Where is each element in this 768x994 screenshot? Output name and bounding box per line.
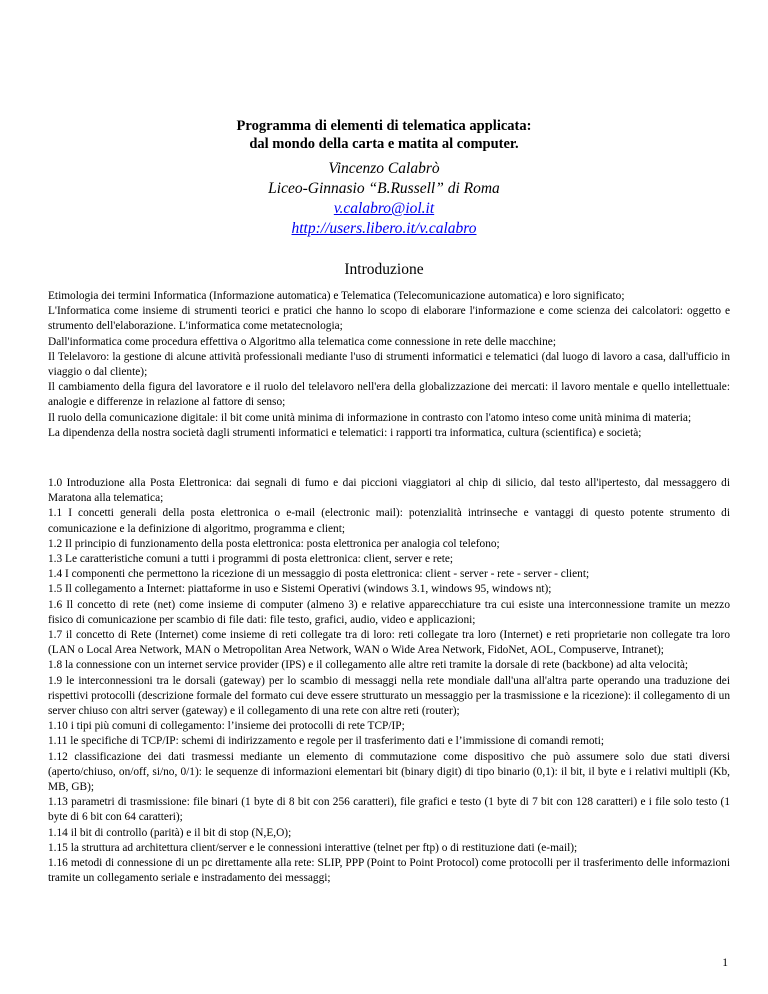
program-item: 1.4 I componenti che permettono la ricezione di un messaggio di posta elettronica: client - server - rete - server - client; [48,568,590,581]
document-title [0,117,768,153]
website-link[interactable]: http://users.libero.it/v.calabro [291,220,477,237]
author-name: Vincenzo Calabrò [328,160,440,177]
title-line-1: Programma di elementi di telematica applicata: [236,118,532,134]
intro-paragraph: Etimologia dei termini Informatica (Informazione automatica) e Telematica (Telecomunicazione automatica) e loro significato; [48,290,625,302]
program-item: 1.9 le interconnessioni tra le dorsali (gateway) per lo scambio di messaggi nella rete mondiale dall'una all'altra parte operando una traduzione dei rispettivi protocolli (descrizione formale del formato cui deve essere strutturato un messaggio per la trasmissione e la ricezione): il collegamento di un server chiuso con altri server (gateway) e il collegamento di una rete con altre reti (router); [48,674,730,718]
intro-paragraph: Dall'informatica come procedura effettiva o Algoritmo alla telematica come connessione in rete delle macchine; [48,335,556,348]
program-item: 1.11 le specifiche di TCP/IP: schemi di indirizzamento e regole per il trasferimento dati e l’immissione di comandi remoti; [48,735,605,748]
intro-paragraph: La dipendenza della nostra società dagli strumenti informatici e telematici: i rapporti tra informatica, cultura (scientifica) e società; [48,426,642,439]
program-item: 1.15 la struttura ad architettura client/server e le connessioni interattive (telnet per ftp) o di restituzione dati (e-mail); [48,841,578,854]
program-item: 1.6 Il concetto di rete (net) come insieme di computer (almeno 3) e relative apparecchiature tra cui esiste una interconnessione tramite un mezzo fisico di comunicazione per scambio di file dati: file testo, grafici, audio, video e applicazioni; [48,598,730,626]
program-item: 1.12 classificazione dei dati trasmessi mediante un elemento di commutazione come dispositivo che può assumere solo due stati diversi (aperto/chiuso, on/off, si/no, 0/1): le sequenze di informazioni elementari bit (binary digit) di tipo binario (0,1): il bit, il byte e i relativi multipli (Kb, MB, GB); [48,750,730,794]
program-item: 1.8 la connessione con un internet service provider (IPS) e il collegamento alle altre reti tramite la dorsale di rete (backbone) ad alta velocità; [48,659,689,672]
program-item: 1.14 il bit di controllo (parità) e il bit di stop (N,E,O); [48,826,292,839]
program-section [48,476,730,886]
program-item: 1.1 I concetti generali della posta elettronica o e-mail (electronic mail): potenzialità intrinseche e vantaggi di questo potente strumento di comunicazione e la definizione di algoritmo, programma e client; [48,507,730,535]
program-item: 1.10 i tipi più comuni di collegamento: l’insieme dei protocolli di rete TCP/IP; [48,720,405,733]
program-item: 1.16 metodi di connessione di un pc direttamente alla rete: SLIP, PPP (Point to Point Protocol) come protocolli per il trasferimento delle informazioni tramite un collegamento seriale e instradamento dei messaggi; [48,857,730,885]
program-item: 1.3 Le caratteristiche comuni a tutti i programmi di posta elettronica: client, server e rete; [48,553,454,566]
school-name: Liceo-Ginnasio “B.Russell” di Roma [268,180,500,197]
intro-paragraph: Il ruolo della comunicazione digitale: il bit come unità minima di informazione in contrasto con l'atomo inteso come unità minima di materia; [48,411,692,424]
intro-paragraph: Il cambiamento della figura del lavoratore e il ruolo del telelavoro nell'era della globalizzazione dei mercati: il lavoro mentale e quello intellettuale: analogie e differenze in relazione al fattore di senso; [48,381,730,409]
program-item: 1.7 il concetto di Rete (Internet) come insieme di reti collegate tra di loro: reti collegate tra loro (Internet) e reti proprietarie non collegate tra loro (LAN o Local Area Network, MAN o Metropolitan Area Network, WAN o Wide Area Network, FidoNet, AOL, Compuserve, Intranet); [48,629,730,657]
author-block [0,159,768,239]
page-number: 1 [722,957,728,969]
program-item: 1.5 Il collegamento a Internet: piattaforme in uso e Sistemi Operativi (windows 3.1, windows 95, windows nt); [48,583,552,596]
program-item: 1.13 parametri di trasmissione: file binari (1 byte di 8 bit con 256 caratteri), file grafici e testo (1 byte di 7 bit con 128 caratteri) e i file solo testo (1 byte di 6 bit con 64 caratteri); [48,796,730,824]
section-heading: Introduzione [344,261,424,278]
intro-paragraph: Il Telelavoro: la gestione di alcune attività professionali mediante l'uso di strumenti informatici e telematici (dal luogo di lavoro a casa, dall'ufficio in viaggio o dal cliente); [48,350,730,379]
email-link[interactable]: v.calabro@iol.it [333,200,435,217]
intro-paragraph: L'Informatica come insieme di strumenti teorici e pratici che hanno lo scopo di elaborare l'informazione e come scienza dei calcolatori: oggetto e strumento dell'elaborazione. L'informatica come metatecnologia; [48,305,730,333]
intro-section [48,289,730,441]
program-item: 1.2 Il principio di funzionamento della posta elettronica: posta elettronica per analogia col telefono; [48,537,500,550]
program-item: 1.0 Introduzione alla Posta Elettronica: dai segnali di fumo e dai piccioni viaggiatori al chip di silicio, dal testo all'ipertesto, dal messaggero di Maratona alla telematica; [48,477,730,505]
title-line-2: dal mondo della carta e matita al computer. [249,136,519,152]
